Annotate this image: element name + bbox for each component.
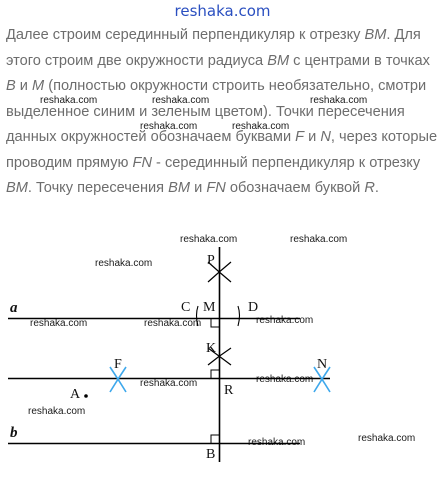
watermark: reshaka.com: [248, 437, 306, 448]
watermark: reshaka.com: [152, 95, 210, 106]
watermark: reshaka.com: [144, 318, 202, 329]
text-run: с центрами в точках: [289, 52, 430, 69]
label-a: A: [70, 387, 81, 402]
line-fn: FN: [132, 154, 152, 171]
label-r: R: [224, 383, 234, 398]
text-run: и: [15, 78, 32, 94]
watermark: reshaka.com: [310, 95, 368, 106]
point-f: F: [295, 129, 305, 145]
label-k: K: [206, 341, 217, 356]
text-run: и: [190, 180, 207, 196]
label-p: P: [207, 253, 215, 268]
watermark: reshaka.com: [30, 318, 88, 329]
text-run: обозначаем буквой: [225, 180, 365, 196]
label-b: B: [206, 447, 216, 462]
label-line-b: b: [10, 425, 18, 441]
segment-bm: BM: [6, 180, 28, 196]
line-fn: FN: [206, 180, 226, 196]
label-line-a: a: [10, 300, 18, 316]
watermark: reshaka.com: [40, 95, 98, 106]
label-c: C: [181, 300, 191, 315]
right-angle-mark: [211, 435, 220, 444]
point-b: B: [6, 78, 16, 94]
watermark: reshaka.com: [95, 258, 153, 269]
site-brand[interactable]: reshaka.com: [174, 2, 271, 20]
label-m: M: [203, 300, 216, 315]
watermark: reshaka.com: [28, 406, 86, 417]
watermark: reshaka.com: [256, 374, 314, 385]
segment-bm: BM: [267, 52, 290, 69]
segment-bm: BM: [364, 27, 387, 43]
arc-mark-c: [197, 306, 199, 326]
text-run: .: [374, 180, 379, 196]
label-d: D: [248, 300, 259, 315]
point-n: N: [320, 129, 331, 145]
text-run: Далее строим серединный перпендикуляр к отрезку: [6, 27, 365, 43]
text-run: . Точку пересечения: [27, 180, 169, 196]
text-run: и: [304, 129, 321, 145]
watermark: reshaka.com: [290, 234, 348, 245]
label-n: N: [317, 357, 328, 372]
text-run: , через которые проводим прямую: [6, 129, 438, 171]
watermark: reshaka.com: [180, 234, 238, 245]
arc-mark-d: [238, 306, 240, 326]
text-run: - серединный перпендикуляр к отрезку: [152, 154, 421, 171]
segment-bm: BM: [168, 180, 191, 196]
point-r: R: [364, 180, 375, 196]
text-run: . Для этого строим две окружности радиуса: [6, 27, 421, 69]
watermark: reshaka.com: [140, 378, 198, 389]
watermark: reshaka.com: [140, 121, 198, 132]
watermark: reshaka.com: [358, 433, 416, 444]
watermark: reshaka.com: [256, 315, 314, 326]
point-m: M: [32, 78, 45, 94]
label-f: F: [114, 357, 122, 372]
right-angle-mark: [211, 319, 220, 328]
point-a-dot: [84, 394, 88, 398]
text-run: (полностью окружности строить необязательно, смотри выделенное синим и зеленым цветом). Точки пересечения данных окружностей обозначаем буквами: [6, 78, 427, 145]
right-angle-mark: [211, 370, 220, 379]
watermark: reshaka.com: [232, 121, 290, 132]
